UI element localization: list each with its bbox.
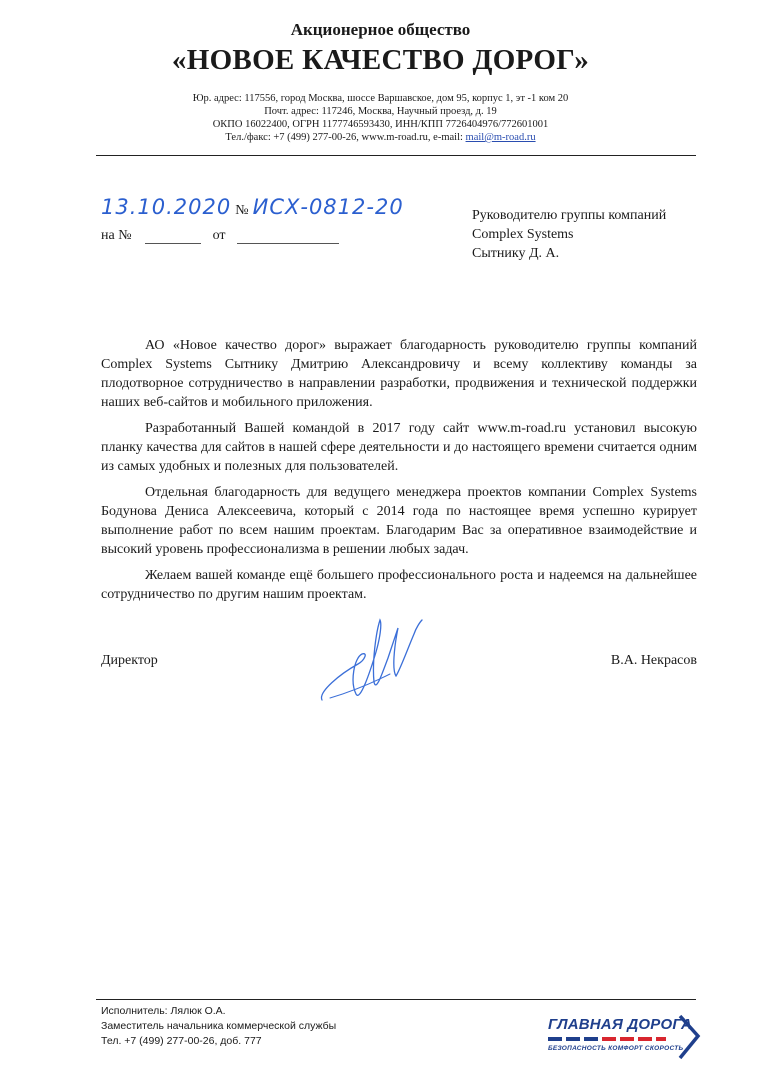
number-label: № [235,203,249,218]
logo-road-stripe [548,1036,668,1042]
addressee-line-3: Сытнику Д. А. [472,246,560,261]
ref-number-label: на № [101,228,132,243]
legal-address: Юр. адрес: 117556, город Москва, шоссе Варшавское, дом 95, корпус 1, эт -1 ком 20 [192,93,569,104]
logo-tagline: БЕЗОПАСНОСТЬ КОМФОРТ СКОРОСТЬ [548,1045,684,1052]
org-contacts [0,131,761,144]
logo-chevron-icon [676,1014,702,1060]
header-divider [96,155,696,156]
addressee-line-2: Complex Systems [472,227,574,242]
letter-body [101,336,697,611]
executor-phone: Тел. +7 (499) 277-00-26, доб. 777 [101,1035,262,1047]
logo-title: ГЛАВНАЯ ДОРОГА [548,1016,692,1033]
outgoing-date: 13.10.2020 [101,195,232,219]
org-name: «НОВОЕ КАЧЕСТВО ДОРОГ» [171,44,590,76]
handwritten-signature [310,612,440,712]
org-address-block [0,92,761,144]
executor-name: Исполнитель: Лялюк О.А. [101,1005,226,1017]
addressee [472,206,666,263]
contacts-prefix: Тел./факс: +7 (499) 277-00-26, www.m-road.ru, e-mail: [225,132,466,143]
executor-title: Заместитель начальника коммерческой службы [101,1020,337,1032]
paragraph-1: АО «Новое качество дорог» выражает благодарность руководителю группы компаний Complex Systems Сытнику Дмитрию Александровичу и всему коллективу команды за плодотворное сотрудничество в направлении разработки, продвижения и технической поддержки наших веб-сайтов и мобильного приложения. [101,338,697,410]
reference-line [101,228,339,244]
outgoing-number: ИСХ-0812-20 [252,195,404,219]
ref-number-blank [145,230,201,244]
executor-info [101,1004,336,1049]
postal-address: Почт. адрес: 117246, Москва, Научный проезд, д. 19 [264,106,497,117]
ref-date-blank [237,230,339,244]
org-codes: ОКПО 16022400, ОГРН 1177746593430, ИНН/КПП 7726404976/772601001 [212,119,549,130]
footer-divider [96,999,696,1000]
org-type: Акционерное общество [290,20,471,39]
paragraph-3: Отдельная благодарность для ведущего менеджера проектов компании Complex Systems Бодунова Дениса Алексеевича, который с 2014 года по настоящее время успешно курирует выполнение работ по всем нашим проектам. Благодарим Вас за оперативное взаимодействие и высокий уровень профессионализма в решении любых задач. [101,485,697,557]
signer-position: Директор [101,653,158,668]
email-link[interactable]: mail@m-road.ru [465,132,536,143]
paragraph-4: Желаем вашей команде ещё большего профессионального роста и надеемся на дальнейшее сотрудничество по другим нашим проектам. [101,568,697,602]
ref-from-label: от [212,228,226,243]
glavnaya-doroga-logo [548,1014,708,1062]
registration-line [101,195,404,219]
signer-name: В.А. Некрасов [610,653,697,668]
addressee-line-1: Руководителю группы компаний [472,208,667,223]
paragraph-2: Разработанный Вашей командой в 2017 году сайт www.m-road.ru установил высокую планку качества для сайтов в нашей сфере деятельности и до настоящего времени считается одним из самых удобных и полезных для пользователей. [101,421,697,474]
